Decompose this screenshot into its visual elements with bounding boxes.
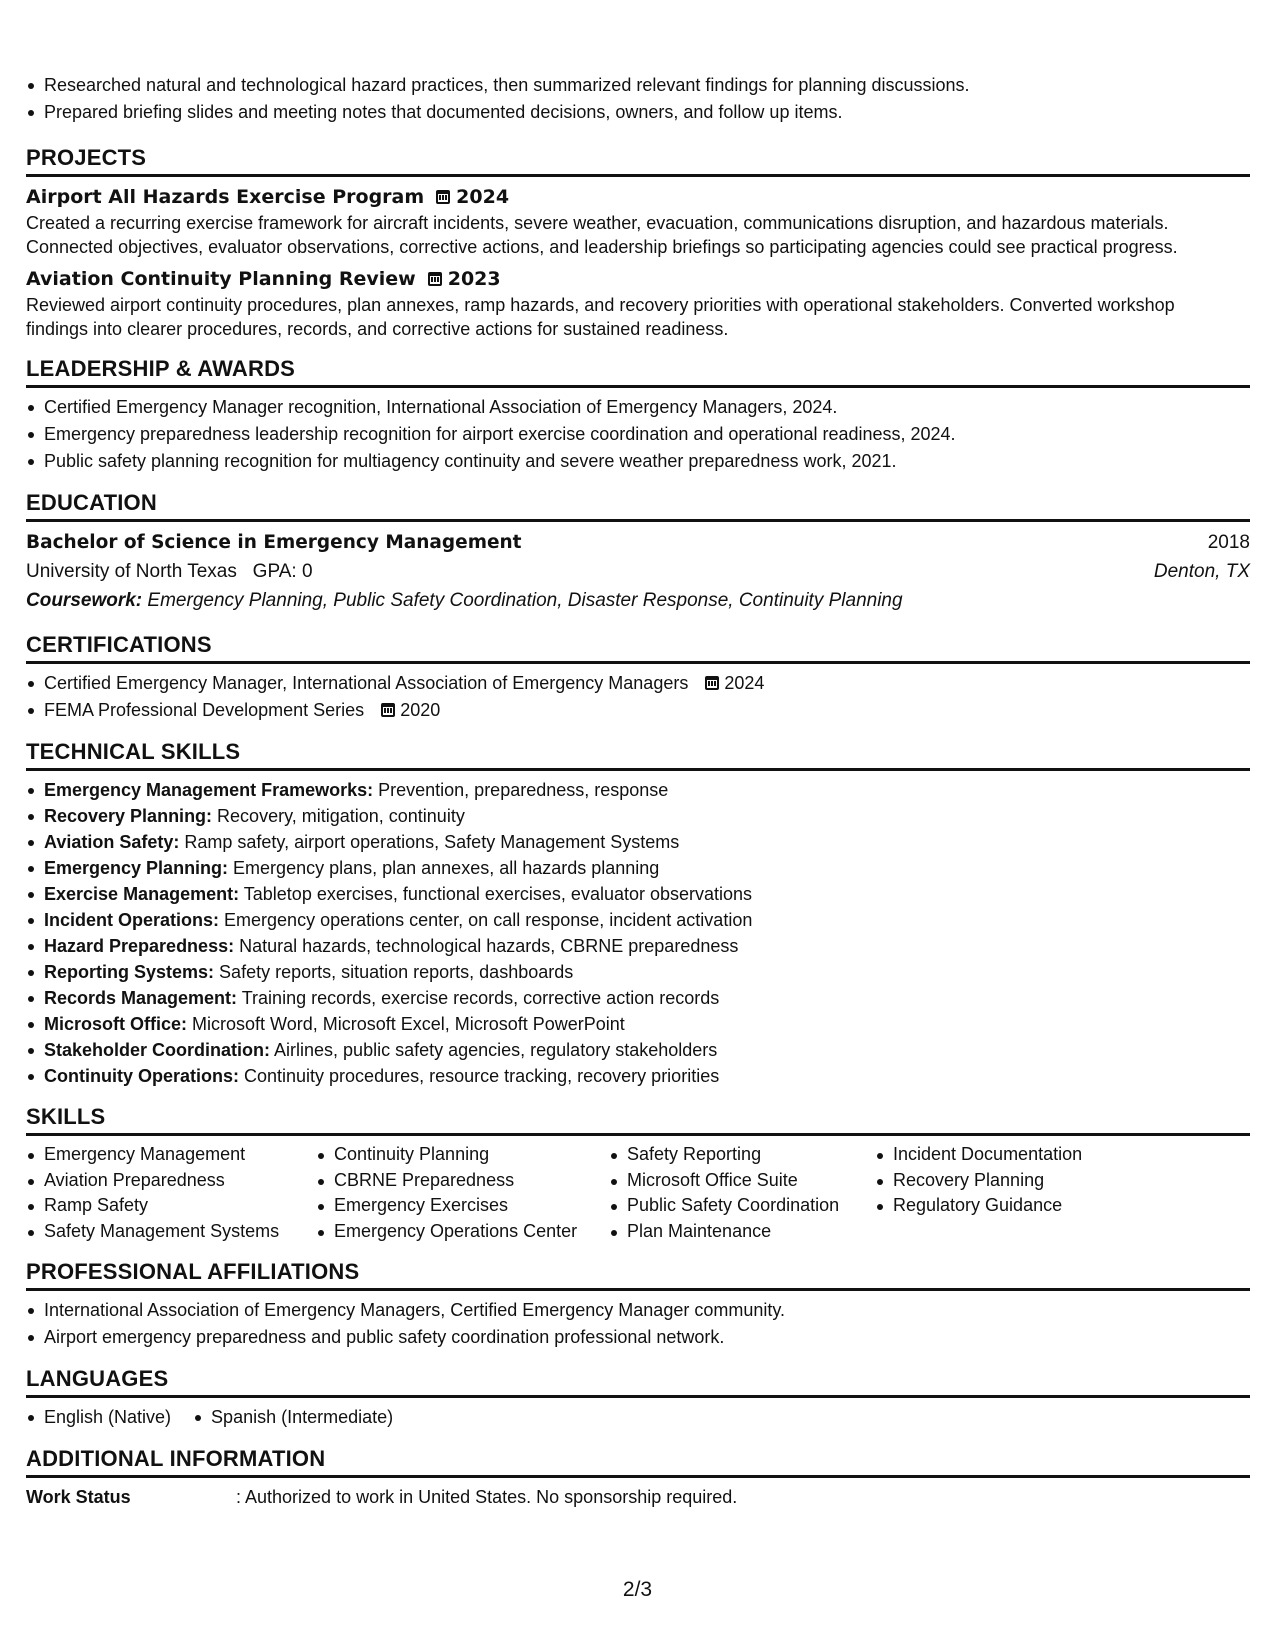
list-item: Emergency Exercises	[316, 1193, 609, 1219]
skill-value: Airlines, public safety agencies, regulatory stakeholders	[270, 1040, 718, 1060]
calendar-icon	[705, 676, 719, 690]
list-item: Prepared briefing slides and meeting notes that documented decisions, owners, and follow up items.	[26, 99, 1250, 126]
list-item	[26, 803, 1250, 829]
technical-skills-section	[26, 738, 1250, 1089]
description-line: Connected objectives, evaluator observations, corrective actions, and leadership briefings so participating agencies could see practical progress.	[26, 237, 1178, 257]
skill-value: Natural hazards, technological hazards, CBRNE preparedness	[234, 936, 739, 956]
degree-title: Bachelor of Science in Emergency Management	[26, 532, 522, 553]
skill-label: Continuity Operations:	[44, 1066, 239, 1086]
list-item	[26, 670, 1250, 697]
list-item	[26, 907, 1250, 933]
project-description	[26, 293, 1250, 341]
section-heading: CERTIFICATIONS	[26, 631, 1250, 664]
school-name: University of North Texas GPA: 0	[26, 561, 313, 582]
skills-column	[26, 1142, 316, 1244]
intro-bullets	[26, 72, 1250, 126]
list-item: Regulatory Guidance	[875, 1193, 1175, 1219]
projects-section	[26, 144, 1250, 341]
section-heading: ADDITIONAL INFORMATION	[26, 1445, 1250, 1478]
work-status-value: : Authorized to work in United States. No sponsorship required.	[236, 1487, 738, 1507]
list-item: International Association of Emergency Managers, Certified Emergency Manager community.	[26, 1297, 1250, 1324]
list-item: Recovery Planning	[875, 1168, 1175, 1194]
list-item	[26, 855, 1250, 881]
skill-value: Continuity procedures, resource tracking, recovery priorities	[239, 1066, 720, 1086]
section-heading: PROJECTS	[26, 144, 1250, 177]
project-title: Airport All Hazards Exercise Program	[26, 186, 425, 208]
section-heading: SKILLS	[26, 1103, 1250, 1136]
list-item: Plan Maintenance	[609, 1219, 875, 1245]
skill-label: Stakeholder Coordination:	[44, 1040, 271, 1060]
coursework-list: Emergency Planning, Public Safety Coordination, Disaster Response, Continuity Planning	[142, 590, 903, 611]
list-item: CBRNE Preparedness	[316, 1168, 609, 1194]
certification-year: 2024	[724, 673, 765, 693]
project-description	[26, 211, 1250, 259]
list-item: Incident Documentation	[875, 1142, 1175, 1168]
description-line: Created a recurring exercise framework for aircraft incidents, severe weather, evacuation, communications disruption, and hazardous materials.	[26, 213, 1169, 233]
list-item	[26, 1011, 1250, 1037]
list-item	[26, 1037, 1250, 1063]
skill-label: Reporting Systems:	[44, 962, 215, 982]
certifications-section	[26, 631, 1250, 724]
skills-section	[26, 1103, 1250, 1244]
project-item	[26, 265, 1250, 341]
list-item	[26, 933, 1250, 959]
skill-label: Emergency Management Frameworks:	[44, 780, 374, 800]
skill-label: Recovery Planning:	[44, 806, 213, 826]
project-year: 2024	[456, 186, 510, 208]
work-status-label: Work Status	[26, 1487, 131, 1507]
affiliations-section	[26, 1258, 1250, 1351]
list-item	[26, 1063, 1250, 1089]
skill-value: Ramp safety, airport operations, Safety Management Systems	[179, 832, 680, 852]
project-title: Aviation Continuity Planning Review	[26, 268, 416, 290]
list-item: Ramp Safety	[26, 1193, 316, 1219]
section-heading: LANGUAGES	[26, 1365, 1250, 1398]
list-item	[26, 985, 1250, 1011]
resume-page	[26, 72, 1250, 1510]
description-line: findings into clearer procedures, records, and corrective actions for sustained readiness.	[26, 319, 729, 339]
description-line: Reviewed airport continuity procedures, plan annexes, ramp hazards, and recovery priorities with operational stakeholders. Converted workshop	[26, 295, 1175, 315]
additional-info-section	[26, 1445, 1250, 1510]
section-heading: TECHNICAL SKILLS	[26, 738, 1250, 771]
skill-label: Microsoft Office:	[44, 1014, 188, 1034]
list-item: Safety Management Systems	[26, 1219, 316, 1245]
list-item: Emergency preparedness leadership recognition for airport exercise coordination and operational readiness, 2024.	[26, 421, 1250, 448]
skill-value: Emergency plans, plan annexes, all hazards planning	[228, 858, 660, 878]
coursework	[26, 586, 1250, 615]
skill-label: Emergency Planning:	[44, 858, 229, 878]
leadership-section	[26, 355, 1250, 475]
list-item: Public Safety Coordination	[609, 1193, 875, 1219]
languages-section	[26, 1365, 1250, 1431]
skill-value: Microsoft Word, Microsoft Excel, Microsoft PowerPoint	[187, 1014, 625, 1034]
list-item: Aviation Preparedness	[26, 1168, 316, 1194]
list-item: Airport emergency preparedness and public safety coordination professional network.	[26, 1324, 1250, 1351]
section-heading: PROFESSIONAL AFFILIATIONS	[26, 1258, 1250, 1291]
skills-column	[316, 1142, 609, 1244]
certification-year: 2020	[400, 700, 441, 720]
skill-label: Records Management:	[44, 988, 238, 1008]
skill-value: Safety reports, situation reports, dashboards	[214, 962, 574, 982]
section-heading: LEADERSHIP & AWARDS	[26, 355, 1250, 388]
list-item: Continuity Planning	[316, 1142, 609, 1168]
skills-column	[875, 1142, 1175, 1244]
education-section	[26, 489, 1250, 615]
list-item: Researched natural and technological hazard practices, then summarized relevant findings for planning discussions.	[26, 72, 1250, 99]
calendar-icon	[428, 272, 442, 286]
calendar-icon	[436, 190, 450, 204]
project-year: 2023	[447, 268, 501, 290]
list-item: English (Native)	[26, 1404, 171, 1431]
list-item	[26, 959, 1250, 985]
list-item	[26, 829, 1250, 855]
list-item	[26, 881, 1250, 907]
skills-grid	[26, 1142, 1250, 1244]
certification-name: Certified Emergency Manager, International Association of Emergency Managers	[44, 673, 689, 693]
section-heading: EDUCATION	[26, 489, 1250, 522]
school-location: Denton, TX	[1153, 561, 1250, 582]
list-item: Spanish (Intermediate)	[193, 1404, 393, 1431]
coursework-label: Coursework:	[26, 590, 143, 611]
list-item	[26, 697, 1250, 724]
skill-value: Emergency operations center, on call response, incident activation	[219, 910, 753, 930]
skill-label: Incident Operations:	[44, 910, 220, 930]
skill-label: Aviation Safety:	[44, 832, 180, 852]
list-item: Safety Reporting	[609, 1142, 875, 1168]
skill-label: Exercise Management:	[44, 884, 240, 904]
list-item: Public safety planning recognition for multiagency continuity and severe weather preparedness work, 2021.	[26, 448, 1250, 475]
list-item: Emergency Management	[26, 1142, 316, 1168]
skill-value: Recovery, mitigation, continuity	[212, 806, 465, 826]
certification-name: FEMA Professional Development Series	[44, 700, 365, 720]
page-number: 2/3	[622, 1578, 653, 1601]
skill-label: Hazard Preparedness:	[44, 936, 235, 956]
graduation-year: 2018	[1207, 532, 1250, 553]
skills-column	[609, 1142, 875, 1244]
skill-value: Training records, exercise records, corrective action records	[237, 988, 720, 1008]
project-item	[26, 183, 1250, 259]
list-item: Certified Emergency Manager recognition, International Association of Emergency Managers, 2024.	[26, 394, 1250, 421]
calendar-icon	[381, 703, 395, 717]
skill-value: Prevention, preparedness, response	[373, 780, 669, 800]
list-item: Emergency Operations Center	[316, 1219, 609, 1245]
skill-value: Tabletop exercises, functional exercises, evaluator observations	[239, 884, 753, 904]
list-item: Microsoft Office Suite	[609, 1168, 875, 1194]
list-item	[26, 777, 1250, 803]
